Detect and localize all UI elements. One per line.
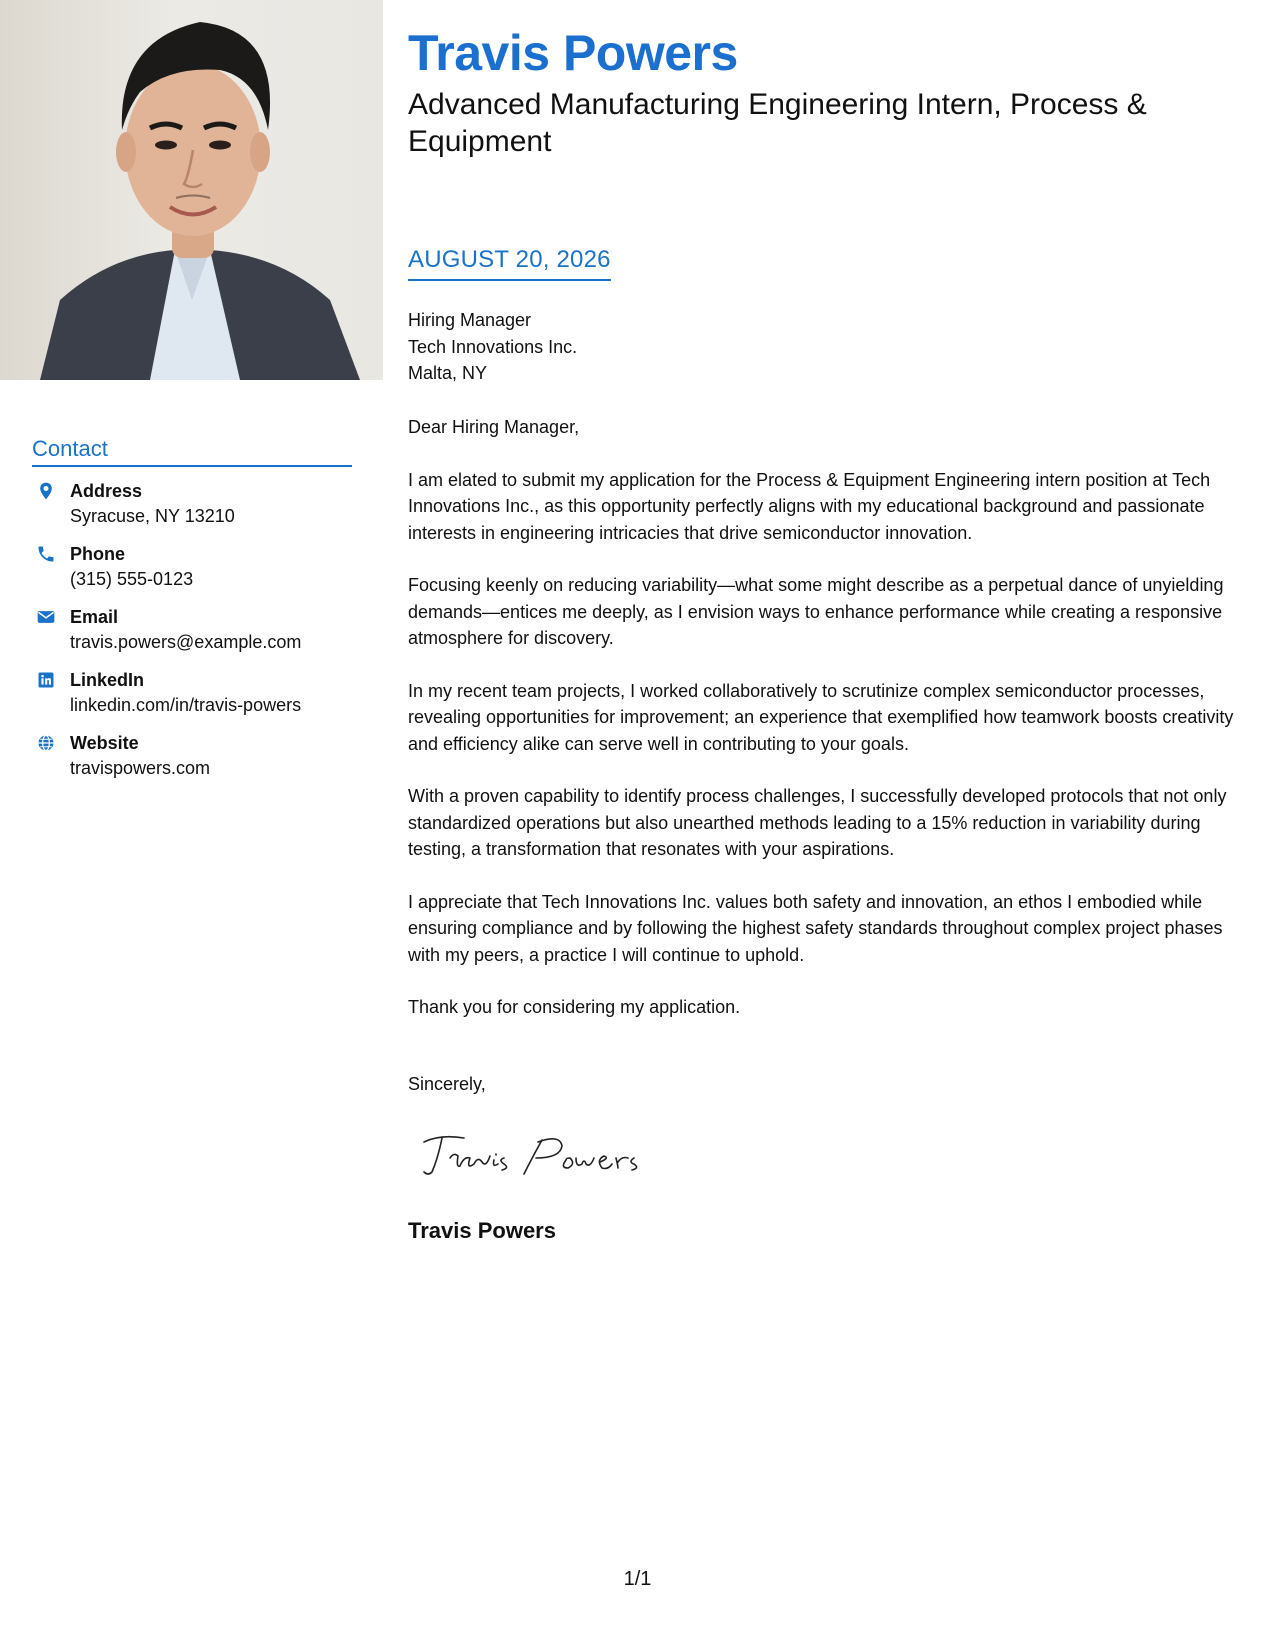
- salutation: Dear Hiring Manager,: [408, 417, 580, 437]
- recipient-company: Tech Innovations Inc.: [408, 336, 578, 357]
- phone-label: Phone: [70, 544, 126, 564]
- letter-body: [408, 414, 1253, 1047]
- page-number: 1/1: [623, 1568, 652, 1590]
- phone-icon: [36, 544, 56, 564]
- date-block: [408, 246, 611, 281]
- phone-value: (315) 555-0123: [70, 569, 194, 589]
- closing: Sincerely,: [408, 1074, 486, 1094]
- contact-sidebar: [32, 436, 352, 794]
- linkedin-value[interactable]: linkedin.com/in/travis-powers: [70, 695, 302, 715]
- linkedin-label: LinkedIn: [70, 670, 145, 690]
- contact-address: [32, 479, 352, 529]
- letter-date: AUGUST 20, 2026: [408, 246, 611, 281]
- email-value[interactable]: travis.powers@example.com: [70, 632, 302, 652]
- letter-header: [408, 22, 1253, 160]
- body-paragraph: Thank you for considering my application.: [408, 997, 741, 1017]
- body-paragraph: I am elated to submit my application for the Process & Equipment Engineering intern position at Tech Innovations Inc., as this opportunity perfectly aligns with my educational background and passionate interests in engineering intricacies that drive semiconductor innovation.: [408, 469, 1211, 543]
- website-value[interactable]: travispowers.com: [70, 758, 211, 778]
- contact-phone: [32, 542, 352, 592]
- recipient-location: Malta, NY: [408, 363, 488, 383]
- email-icon: [36, 607, 56, 627]
- email-label: Email: [70, 607, 119, 627]
- contact-website: [32, 731, 352, 781]
- globe-icon: [36, 733, 56, 753]
- job-title: Advanced Manufacturing Engineering Intern, Process & Equipment: [408, 88, 1147, 158]
- recipient-block: [408, 307, 577, 387]
- body-paragraph: I appreciate that Tech Innovations Inc. values both safety and innovation, an ethos I embodied while ensuring compliance and by following the highest safety standards throughout complex project phases with my peers, a practice I will continue to uphold.: [408, 891, 1223, 965]
- contact-heading: Contact: [32, 436, 352, 467]
- signer-name: Travis Powers: [408, 1218, 556, 1243]
- address-label: Address: [70, 481, 143, 501]
- contact-linkedin: [32, 668, 352, 718]
- contact-list: [32, 479, 352, 781]
- profile-photo: [0, 0, 383, 380]
- linkedin-icon: [36, 670, 56, 690]
- body-paragraph: Focusing keenly on reducing variability—what some might describe as a perpetual dance of unyielding demands—entices me deeply, as I envision ways to enhance performance while creating a responsive atmosphere for discovery.: [408, 575, 1224, 648]
- contact-email: [32, 605, 352, 655]
- body-paragraph: With a proven capability to identify process challenges, I successfully developed protocols that not only standardized operations but also unearthed methods leading to a 15% reduction in variability during testing, a transformation that resonates with your aspirations.: [408, 786, 1227, 859]
- website-label: Website: [70, 733, 139, 753]
- address-value: Syracuse, NY 13210: [70, 506, 235, 526]
- recipient-title: Hiring Manager: [408, 310, 532, 330]
- map-pin-icon: [36, 481, 56, 501]
- applicant-name: Travis Powers: [408, 25, 738, 81]
- signature: [420, 1128, 660, 1180]
- body-paragraph: In my recent team projects, I worked collaboratively to scrutinize complex semiconductor processes, revealing opportunities for improvement; an experience that exemplified how teamwork boosts creativity and efficiency alike can serve well in contributing to your goals.: [408, 680, 1234, 754]
